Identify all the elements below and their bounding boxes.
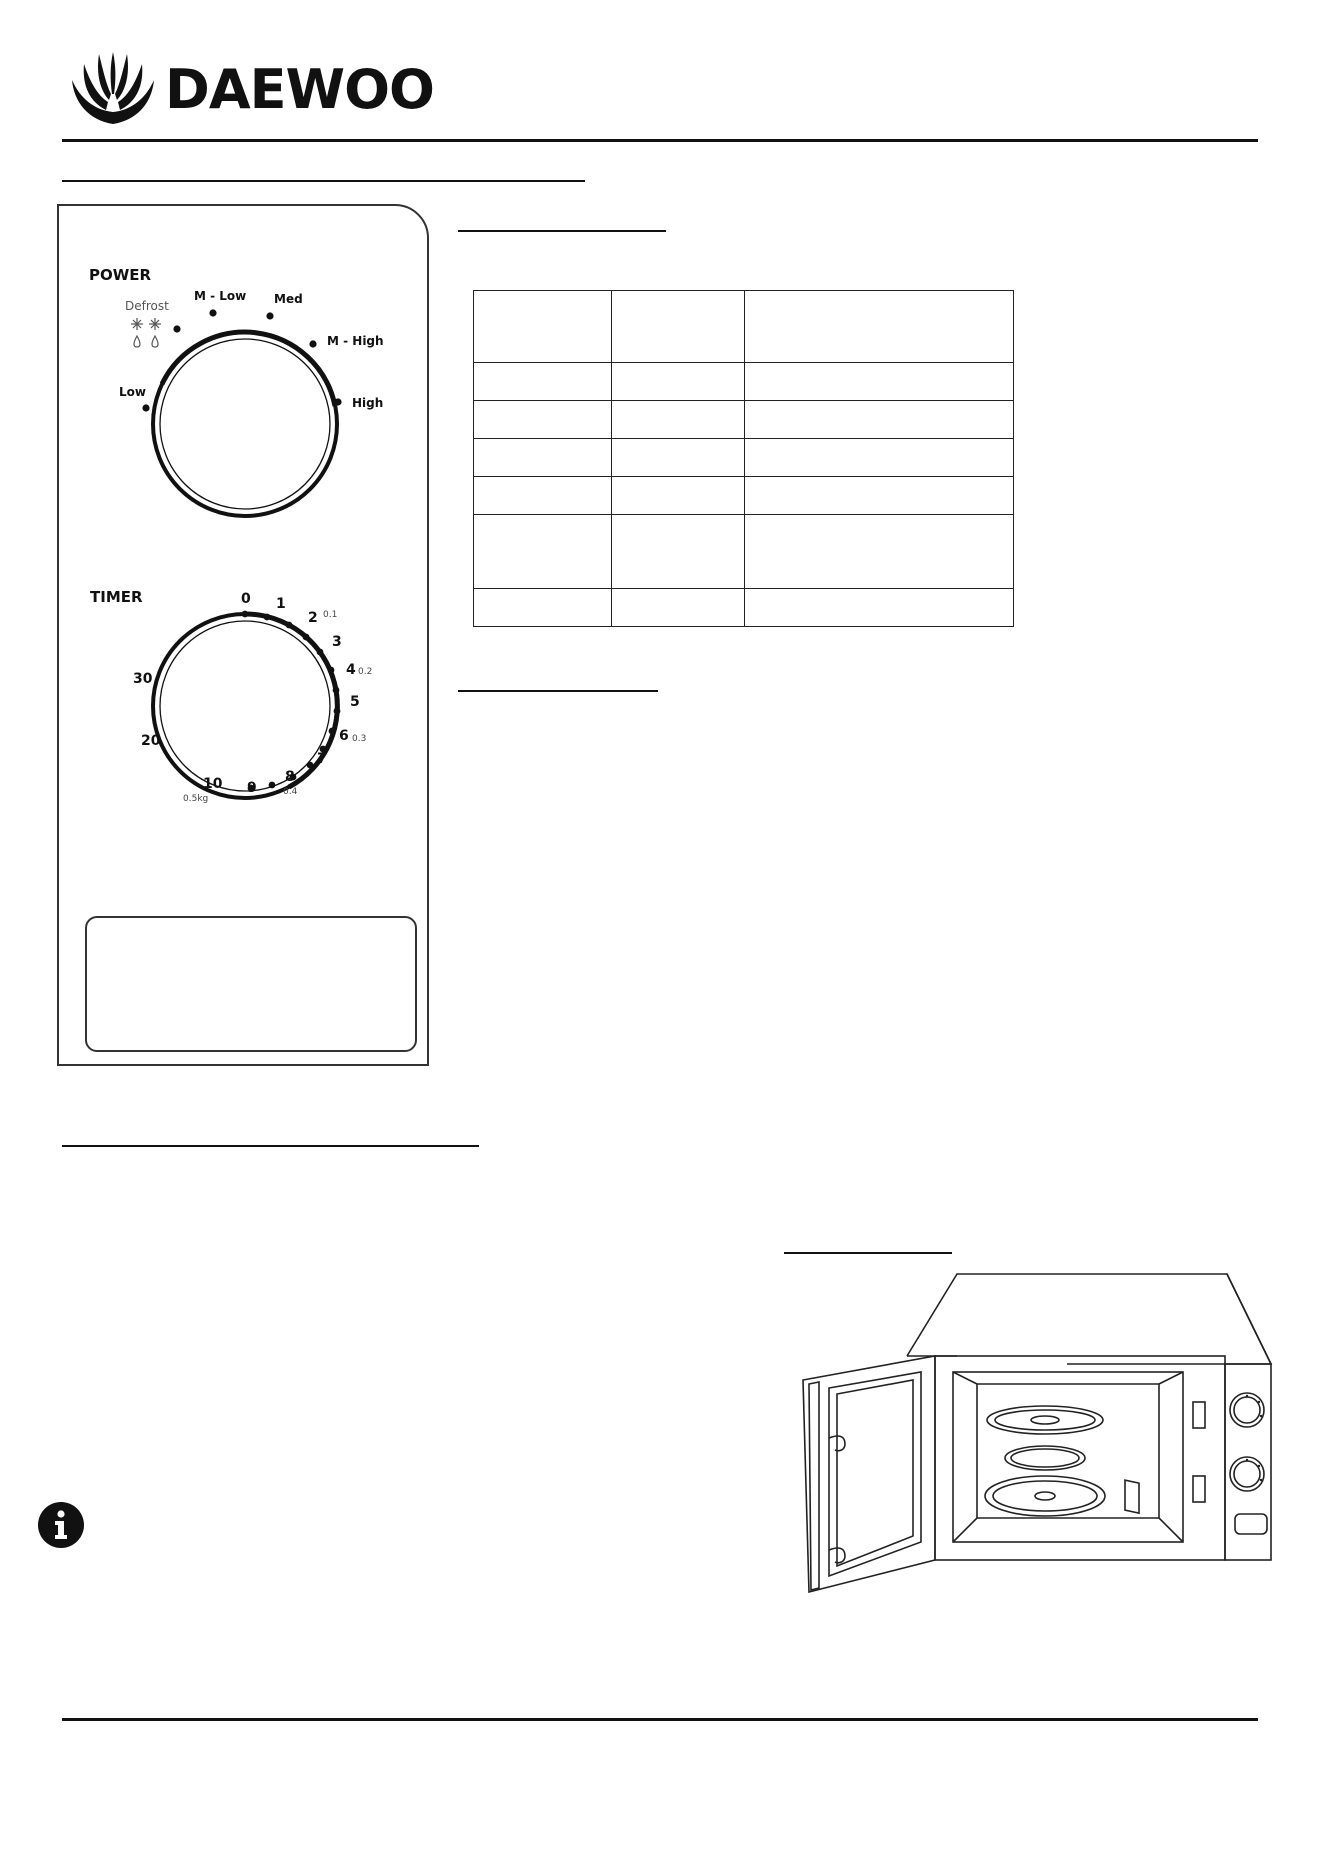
weight-mark-0-3: 0.3 [352,734,367,744]
timer-mark-6: 6 [339,728,349,744]
timer-mark-20: 20 [141,733,161,749]
timer-mark-8: 8 [285,769,295,785]
timer-title: TIMER [90,588,143,606]
microwave-illustration [795,1270,1275,1596]
table-row [474,291,1014,363]
timer-mark-5: 5 [350,694,360,710]
power-dot-low [142,404,149,411]
table-cell [745,589,1014,627]
power-label-med: Med [274,292,303,306]
subsection-underline [458,230,666,232]
power-level-table [473,290,1014,627]
table-cell [612,401,745,439]
footer-rule [62,1718,1258,1721]
subsection-underline [784,1252,952,1254]
table-cell [474,589,612,627]
table-row [474,439,1014,477]
weight-mark-0-5kg: 0.5kg [183,794,209,804]
power-label-m-high: M - High [327,334,384,348]
control-panel [57,204,429,1066]
timer-mark-1: 1 [276,596,286,612]
table-cell [474,401,612,439]
power-label-defrost: Defrost [125,299,169,313]
timer-mark-2: 2 [308,610,318,626]
table-cell [745,515,1014,589]
power-label-m-low: M - Low [194,289,247,303]
table-row [474,363,1014,401]
table-cell [474,291,612,363]
timer-mark-30: 30 [133,671,153,687]
power-dot-med [266,312,273,319]
daewoo-logo-icon [68,50,158,126]
table-cell [612,291,745,363]
timer-mark-0: 0 [241,591,251,607]
power-dot-defrost [173,325,180,332]
timer-mark-3: 3 [332,634,342,650]
display-window [85,916,417,1052]
table-cell [745,291,1014,363]
table-row [474,477,1014,515]
weight-mark-0-4: 0.4 [283,787,298,797]
table-cell [612,477,745,515]
timer-mark-10: 10 [203,776,223,792]
section-underline [62,1145,479,1147]
table-cell [612,363,745,401]
table-row [474,401,1014,439]
weight-mark-0-2: 0.2 [358,667,373,677]
dials [59,206,427,906]
table-cell [745,439,1014,477]
brand-name: DAEWOO [165,58,434,121]
power-label-high: High [352,396,384,410]
power-dot-high [334,398,341,405]
power-title: POWER [89,266,152,284]
power-label-low: Low [119,385,146,399]
header-rule [62,139,1258,142]
power-dot-m-low [209,309,216,316]
subsection-underline [458,690,658,692]
timer-mark-4: 4 [346,662,356,678]
table-cell [474,515,612,589]
table-cell [612,439,745,477]
table-row [474,515,1014,589]
droplet-icon [134,336,158,347]
timer-mark-9: 9 [247,780,257,796]
table-cell [612,515,745,589]
power-dial[interactable] [153,332,337,516]
table-cell [474,439,612,477]
timer-dial[interactable] [153,614,337,798]
timer-mark-7: 7 [317,751,327,767]
table-cell [474,363,612,401]
table-cell [474,477,612,515]
table-cell [745,401,1014,439]
snowflake-icon [131,318,161,330]
table-row [474,589,1014,627]
weight-mark-0-1: 0.1 [323,610,338,620]
power-dot-m-high [309,340,316,347]
table-cell [612,589,745,627]
table-cell [745,477,1014,515]
section-underline [62,180,585,182]
info-icon [38,1502,84,1548]
table-cell [745,363,1014,401]
